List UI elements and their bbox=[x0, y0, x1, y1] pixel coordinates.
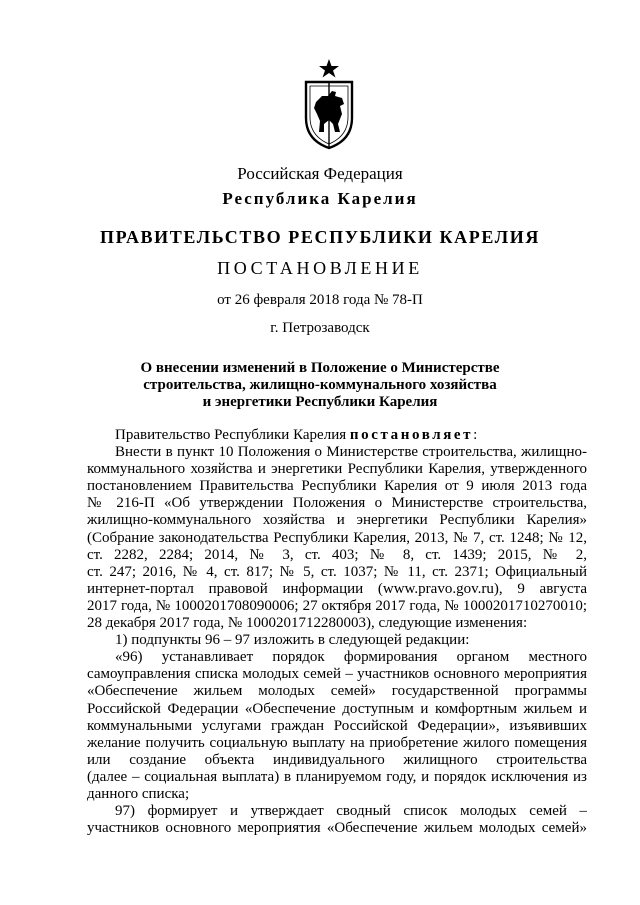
preamble-line bbox=[87, 427, 587, 444]
body-line: № 216-П «Об утверждении Положения о Министерстве строительства, bbox=[87, 495, 587, 512]
body-line: постановлением Правительства Республики Карелия от 9 июля 2013 года bbox=[87, 478, 587, 495]
body-line: Российской Федерации «Обеспечение доступным и комфортным жильем и bbox=[87, 700, 587, 717]
title-line: О внесении изменений в Положение о Министерстве bbox=[140, 360, 500, 376]
body-line: ст. 247; 2016, № 4, ст. 817; № 5, ст. 1037; № 11, ст. 2371; Официальный bbox=[87, 563, 587, 580]
body-line: 2017 года, № 1000201708090006; 27 октября 2017 года, № 1000201710270010; bbox=[87, 597, 587, 614]
preamble-lead: Правительство Республики Карелия bbox=[115, 427, 350, 443]
body-line: жилищно-коммунального хозяйства и энергетики Республики Карелия» bbox=[87, 512, 587, 529]
body-line: самоуправления списка молодых семей – участников основного мероприятия bbox=[87, 666, 587, 683]
preamble-tail: : bbox=[473, 427, 478, 443]
body-line: 1) подпункты 96 – 97 изложить в следующей редакции: bbox=[115, 632, 470, 649]
body-line: коммунальными услугами граждан Российской Федерации», изъявивших bbox=[87, 717, 587, 734]
title-line: строительства, жилищно-коммунального хозяйства bbox=[143, 377, 497, 393]
body-line: (далее – социальная выплата) в планируемом году, и порядок исключения из bbox=[87, 768, 587, 785]
body-line: или создание объекта индивидуального жилищного строительства bbox=[87, 751, 587, 768]
body-line: «96) устанавливает порядок формирования органом местного bbox=[115, 649, 587, 666]
document-title bbox=[0, 360, 640, 411]
republic-name: Республика Карелия bbox=[222, 189, 418, 208]
country-name: Российская Федерация bbox=[237, 164, 403, 183]
preamble-verb: постановляет bbox=[349, 427, 474, 443]
document-type: ПОСТАНОВЛЕНИЕ bbox=[217, 258, 423, 278]
body-line: коммунального хозяйства и энергетики Республики Карелия, утвержденного bbox=[87, 461, 587, 478]
body-line: ст. 2282, 2284; 2014, № 3, ст. 403; № 8, ст. 1439; 2015, № 2, bbox=[87, 546, 587, 563]
government-name: ПРАВИТЕЛЬСТВО РЕСПУБЛИКИ КАРЕЛИЯ bbox=[100, 227, 540, 247]
title-line: и энергетики Республики Карелия bbox=[202, 394, 438, 410]
body-line: участников основного мероприятия «Обеспечение жильем молодых семей» bbox=[87, 820, 587, 837]
body-line: 28 декабря 2017 года, № 1000201712280003), следующие изменения: bbox=[87, 615, 528, 632]
body-line: интернет-портал правовой информации (www.pravo.gov.ru), 9 августа bbox=[87, 580, 587, 597]
document-city: г. Петрозаводск bbox=[270, 320, 370, 336]
body-line: 97) формирует и утверждает сводный список молодых семей – bbox=[115, 803, 587, 820]
document-date-number: от 26 февраля 2018 года № 78-П bbox=[217, 292, 423, 308]
coat-of-arms-emblem bbox=[302, 58, 356, 150]
document-body bbox=[87, 427, 587, 837]
body-line: (Собрание законодательства Республики Карелия, 2013, № 7, ст. 1248; № 12, bbox=[87, 529, 587, 546]
body-line: «Обеспечение жильем молодых семей» государственной программы bbox=[87, 683, 587, 700]
body-line: желание получить социальную выплату на приобретение жилого помещения bbox=[87, 734, 587, 751]
body-line: Внести в пункт 10 Положения о Министерстве строительства, жилищно- bbox=[115, 444, 587, 461]
body-line: данного списка; bbox=[87, 785, 190, 802]
